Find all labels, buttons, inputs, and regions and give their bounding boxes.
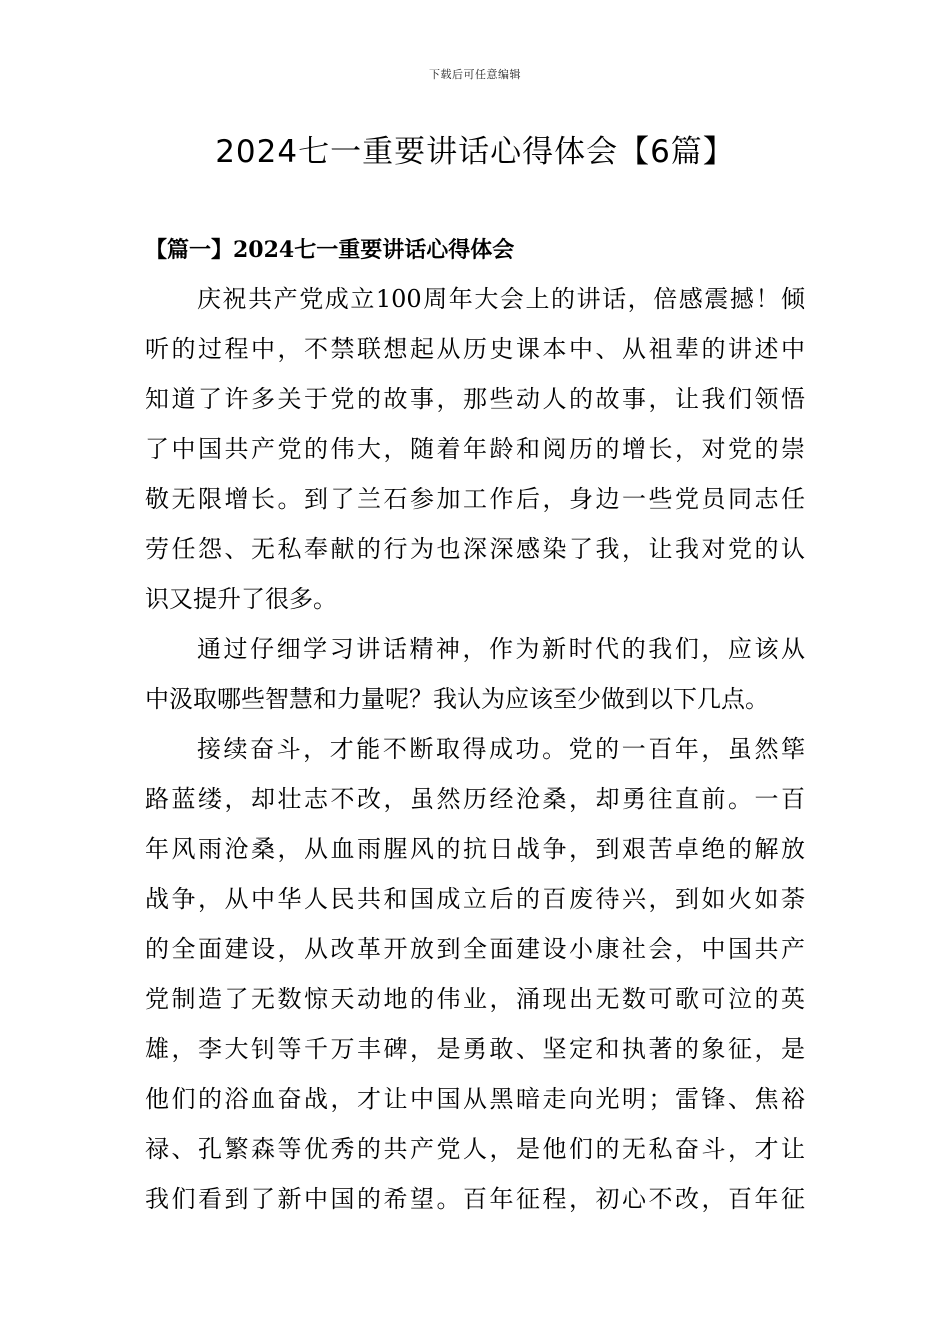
paragraph-line: 党制造了无数惊天动地的伟业，涌现出无数可歌可泣的英 — [145, 985, 805, 1013]
paragraph-line: 知道了许多关于党的故事，那些动人的故事，让我们领悟 — [145, 385, 805, 413]
paragraph-line: 通过仔细学习讲话精神，作为新时代的我们，应该从 — [197, 635, 805, 663]
paragraph-line: 中汲取哪些智慧和力量呢？我认为应该至少做到以下几点。 — [145, 685, 769, 713]
paragraph-line: 我们看到了新中国的希望。百年征程，初心不改，百年征 — [145, 1185, 805, 1213]
document-body — [145, 274, 805, 1224]
paragraph-line: 年风雨沧桑，从血雨腥风的抗日战争，到艰苦卓绝的解放 — [145, 835, 805, 863]
paragraph-line: 路蓝缕，却壮志不改，虽然历经沧桑，却勇往直前。一百 — [145, 785, 805, 813]
paragraph-line: 识又提升了很多。 — [145, 585, 337, 613]
paragraph-line: 庆祝共产党成立100周年大会上的讲话，倍感震撼！倾 — [197, 285, 805, 313]
paragraph-line: 接续奋斗，才能不断取得成功。党的一百年，虽然筚 — [197, 735, 805, 763]
paragraph-line: 敬无限增长。到了兰石参加工作后，身边一些党员同志任 — [145, 485, 805, 513]
paragraph-line: 他们的浴血奋战，才让中国从黑暗走向光明；雷锋、焦裕 — [145, 1085, 805, 1113]
paragraph-line: 劳任怨、无私奉献的行为也深深感染了我，让我对党的认 — [145, 535, 805, 563]
paragraph-line: 雄，李大钊等千万丰碑，是勇敢、坚定和执著的象征，是 — [145, 1035, 805, 1063]
paragraph-line: 听的过程中，不禁联想起从历史课本中、从祖辈的讲述中 — [145, 335, 805, 363]
section-heading: 【篇一】2024七一重要讲话心得体会 — [145, 237, 515, 263]
paragraph-line: 了中国共产党的伟大，随着年龄和阅历的增长，对党的崇 — [145, 435, 805, 463]
paragraph-line: 战争，从中华人民共和国成立后的百废待兴，到如火如荼 — [145, 885, 805, 913]
document-title: 2024七一重要讲话心得体会【6篇】 — [215, 134, 735, 170]
paragraph-line: 的全面建设，从改革开放到全面建设小康社会，中国共产 — [145, 935, 805, 963]
header-note: 下载后可任意编辑 — [429, 68, 521, 81]
paragraph-line: 禄、孔繁森等优秀的共产党人，是他们的无私奋斗，才让 — [145, 1135, 805, 1163]
